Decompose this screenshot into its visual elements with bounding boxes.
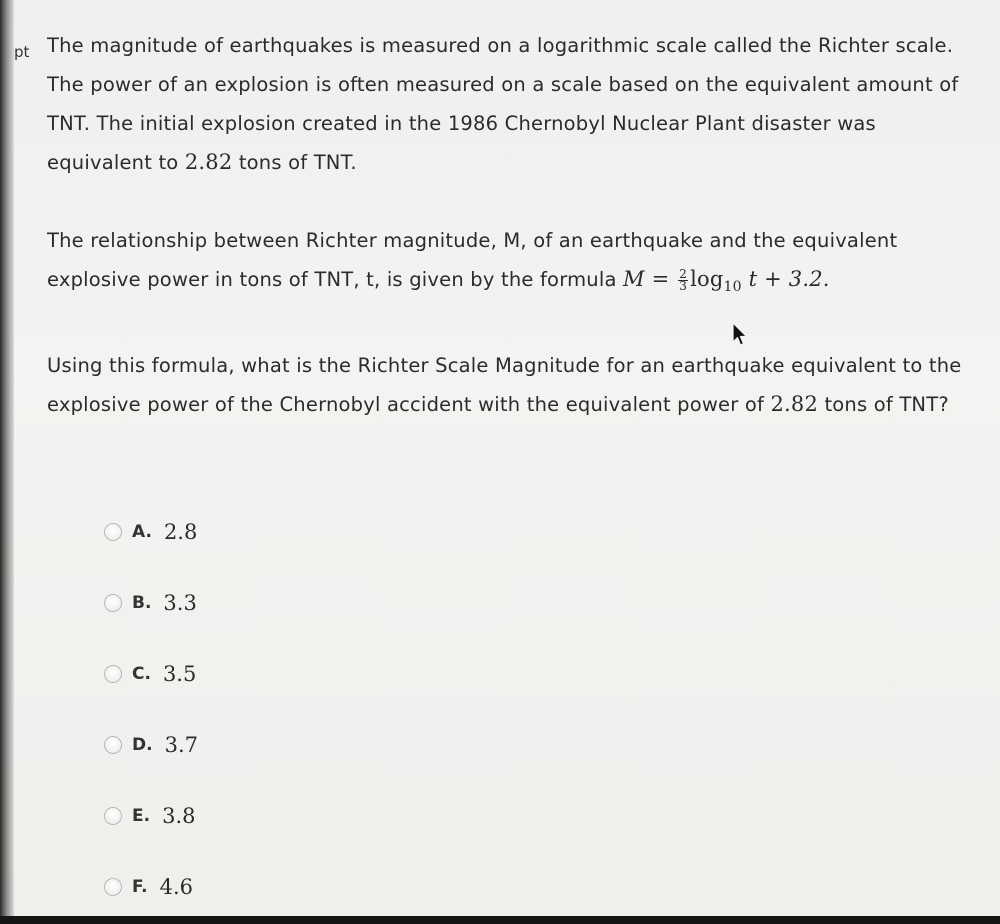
option-f[interactable]: F. 4.6 [104,867,404,907]
richter-formula: M = $\frac{2}{3}$ $\log_{10} t + 3.2$. [623,267,830,295]
question-paragraph-1: The magnitude of earthquakes is measured on a logarithmic scale called the Richter scale. The power of an explosion is often measured on a scale based on the equivalent amount of TNT. The initial explosion created in the 1986 Chernobyl Nuclear Plant disaster was equivalent to 2.82 tons of TNT. [47,34,959,174]
option-e[interactable]: E. 3.8 [104,796,404,836]
chernobyl-value: 2.82 [184,150,233,174]
question-paragraph-3: Using this formula, what is the Richter Scale Magnitude for an earthquake equivalent to the explosive power of the Chernobyl accident with the equivalent power of 2.82 tons of TNT? [47,354,962,416]
option-d[interactable]: D. 3.7 [104,725,404,765]
radio-button-icon[interactable] [104,665,122,683]
points-label: pt [14,43,30,61]
radio-button-icon[interactable] [104,807,122,825]
option-a[interactable]: A. 2.8 [104,512,404,552]
radio-button-icon[interactable] [104,736,122,754]
chernobyl-value-repeat: 2.82 [770,392,819,416]
option-b[interactable]: B. 3.3 [104,583,404,623]
radio-button-icon[interactable] [104,523,122,541]
option-c[interactable]: C. 3.5 [104,654,404,694]
question-text [47,26,977,424]
question-paragraph-2: The relationship between Richter magnitude, M, of an earthquake and the equivalent explosive power in tons of TNT, t, is given by the formula M = $\frac{2}{3}$ $\log_{10} t + 3.2$. [47,229,898,295]
radio-button-icon[interactable] [104,594,122,612]
screen-bezel [0,916,1000,924]
mouse-pointer-icon [731,322,749,348]
fraction-two-thirds: $\frac{2}{3}$ [679,267,688,293]
radio-button-icon[interactable] [104,878,122,896]
screen-left-edge [0,0,14,916]
